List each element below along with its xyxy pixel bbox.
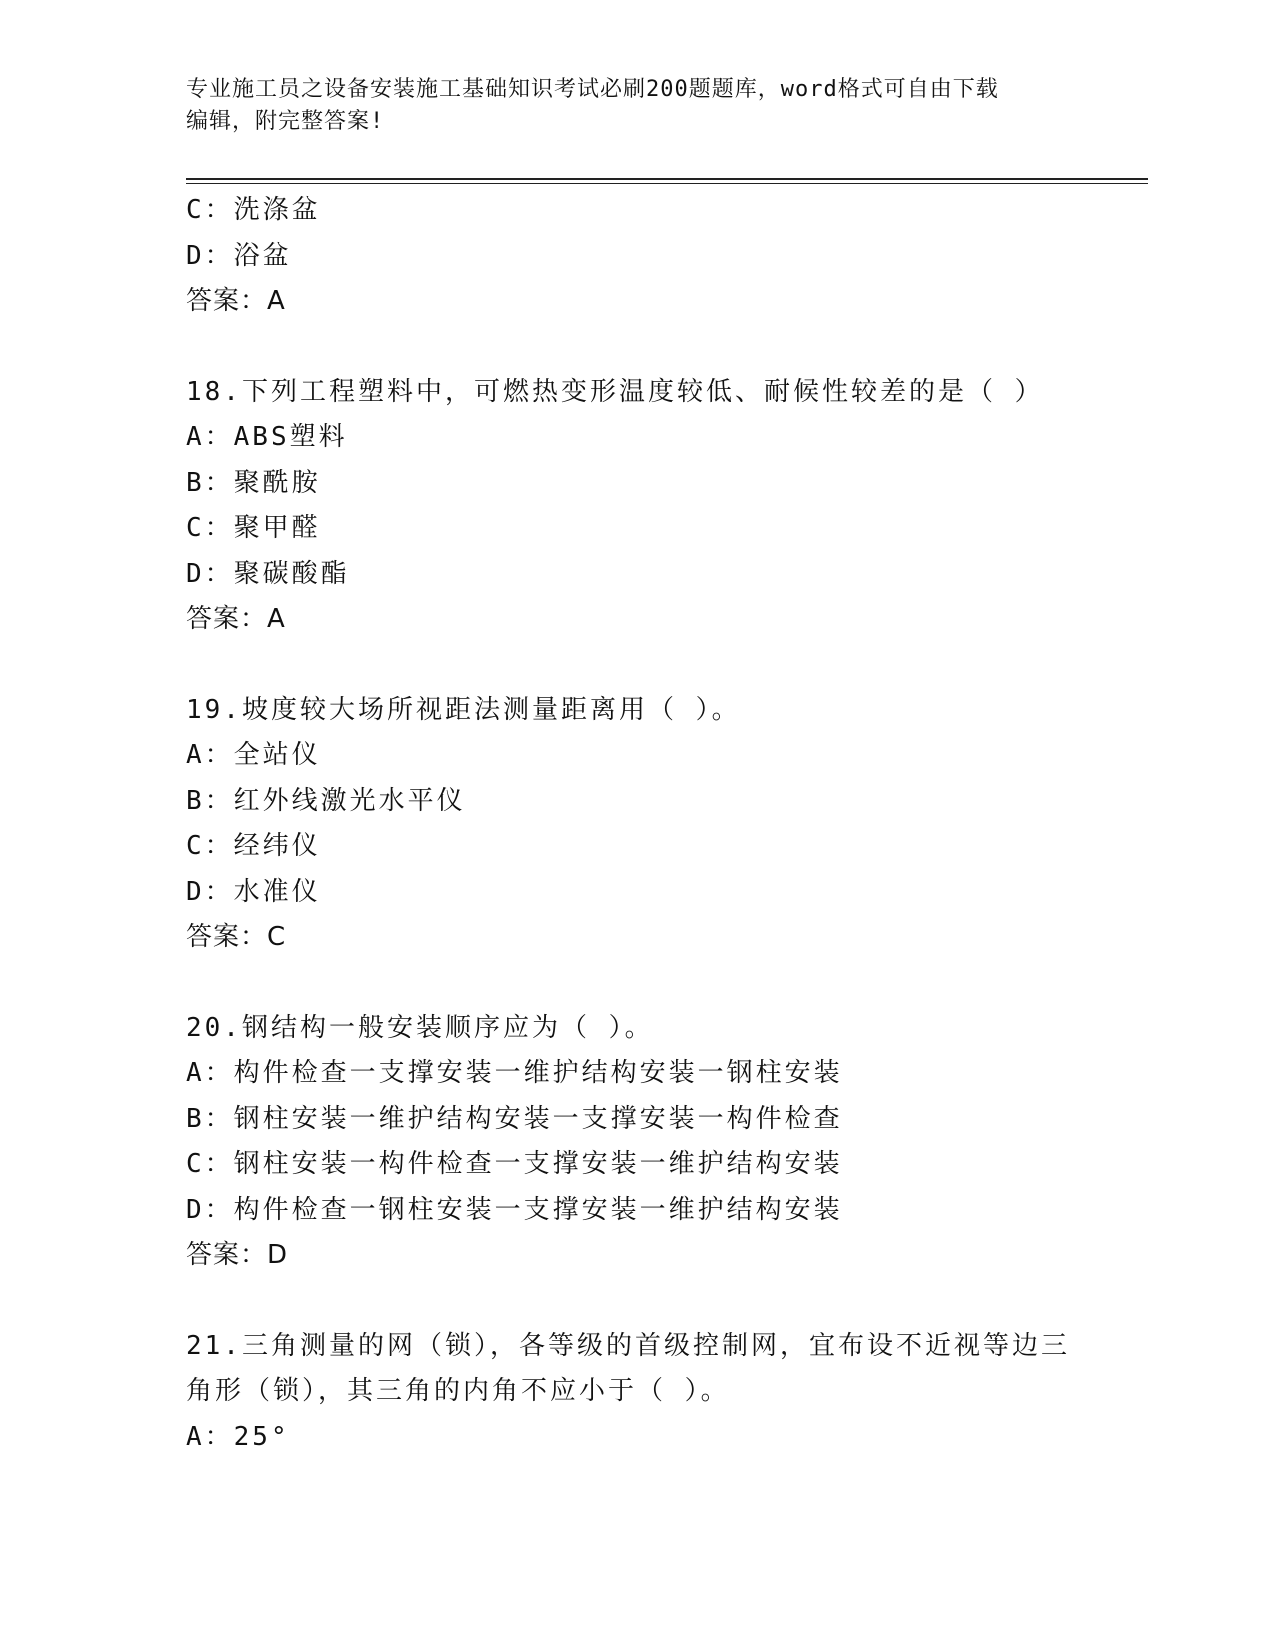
answer-line: 答案：D <box>186 1240 289 1270</box>
option-a: A：25° <box>186 1421 290 1452</box>
header-title-line-1: 专业施工员之设备安装施工基础知识考试必刷200题题库，word格式可自由下载 <box>186 77 999 102</box>
question-20-stem: 20.钢结构一般安装顺序应为（ ）。 <box>186 1012 654 1043</box>
option-a: A：ABS塑料 <box>186 422 348 452</box>
header-divider <box>186 178 1148 184</box>
document-header <box>186 74 1066 138</box>
option-d: D：构件检查一钢柱安装一支撑安装一维护结构安装 <box>186 1194 843 1225</box>
header-title-line-2: 编辑，附完整答案! <box>186 109 385 134</box>
option-c: C：洗涤盆 <box>186 195 321 225</box>
option-d: D：聚碳酸酯 <box>186 558 350 589</box>
question-19-stem: 19.坡度较大场所视距法测量距离用（ ）。 <box>186 694 741 725</box>
answer-line: 答案：A <box>186 604 286 634</box>
option-b: B：钢柱安装一维护结构安装一支撑安装一构件检查 <box>186 1103 843 1134</box>
spacer <box>186 961 1086 1006</box>
option-c: C：聚甲醛 <box>186 513 321 543</box>
option-b: B：红外线激光水平仪 <box>186 785 466 816</box>
spacer <box>186 643 1086 688</box>
answer-line: 答案：A <box>186 286 286 316</box>
question-18-stem: 18.下列工程塑料中，可燃热变形温度较低、耐候性较差的是（ ） <box>186 376 1044 407</box>
option-a: A：全站仪 <box>186 740 321 770</box>
option-a: A：构件检查一支撑安装一维护结构安装一钢柱安装 <box>186 1058 843 1088</box>
option-c: C：钢柱安装一构件检查一支撑安装一维护结构安装 <box>186 1149 843 1179</box>
document-body <box>186 188 1086 1460</box>
spacer <box>186 325 1086 370</box>
option-b: B：聚酰胺 <box>186 467 321 498</box>
question-21-stem-line-2: 角形（锁），其三角的内角不应小于（ ）。 <box>186 1376 730 1406</box>
option-d: D：浴盆 <box>186 240 292 271</box>
option-c: C：经纬仪 <box>186 831 321 861</box>
spacer <box>186 1279 1086 1324</box>
question-21-stem-line-1: 21.三角测量的网（锁），各等级的首级控制网，宜布设不近视等边三 <box>186 1330 1070 1361</box>
option-d: D：水准仪 <box>186 876 321 907</box>
answer-line: 答案：C <box>186 922 287 952</box>
